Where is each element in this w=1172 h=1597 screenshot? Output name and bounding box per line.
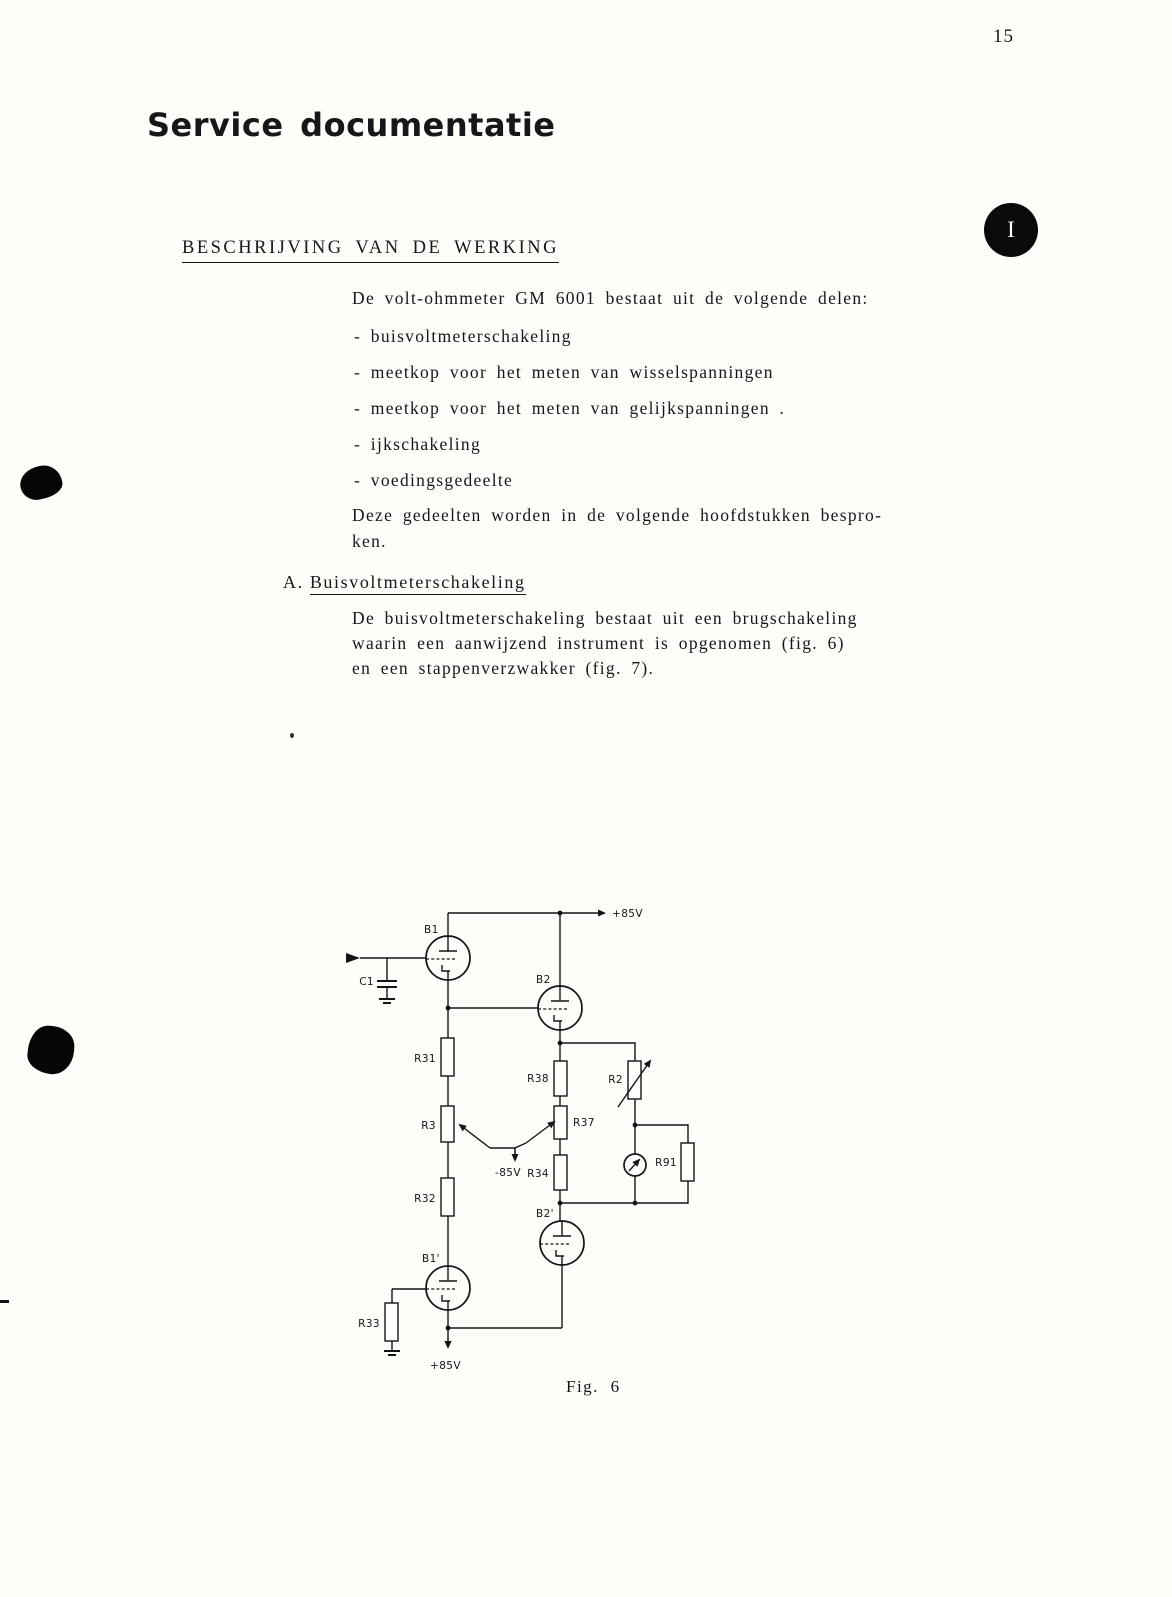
section-a-title: Buisvoltmeterschakeling — [310, 572, 526, 595]
potentiometer-r3 — [421, 1106, 490, 1148]
potentiometer-r2 — [608, 1061, 650, 1107]
ink-blob — [17, 463, 64, 503]
capacitor-c1 — [359, 958, 397, 1003]
r2-label: R2 — [608, 1074, 623, 1086]
section-a-prefix: A. — [283, 572, 304, 592]
resistor-r33 — [358, 1289, 400, 1355]
tube-b2-prime — [536, 1208, 584, 1328]
ink-blob — [26, 1024, 77, 1077]
resistor-r38 — [527, 1061, 567, 1096]
r91-label: R91 — [655, 1157, 677, 1169]
wire — [635, 1181, 688, 1203]
supply-rail-top — [448, 908, 643, 920]
circuit-diagram-fig6 — [330, 893, 750, 1398]
section-a-body-line: waarin een aanwijzend instrument is opgenomen (fig. 6) — [352, 633, 845, 653]
r38-label: R38 — [527, 1073, 549, 1085]
page-title: Service documentatie — [147, 106, 556, 144]
list-item: - meetkop voor het meten van gelijkspanningen . — [354, 398, 786, 418]
resistor-r91 — [655, 1143, 694, 1181]
wire-to-r91 — [635, 1125, 688, 1143]
input-terminal — [346, 953, 426, 963]
section-badge — [984, 203, 1038, 257]
supply-neg-tap — [490, 1143, 526, 1179]
supply-top-label: +85V — [612, 908, 643, 920]
section-badge-label: I — [1007, 217, 1015, 242]
resistor-r32 — [414, 1178, 454, 1216]
tube-b1 — [424, 913, 470, 1038]
closing-paragraph-line: Deze gedeelten worden in de volgende hoofdstukken bespro- — [352, 505, 883, 525]
r3-label: R3 — [421, 1120, 436, 1132]
section-a-body-line: en een stappenverzwakker (fig. 7). — [352, 658, 655, 678]
main-heading-wrap — [182, 238, 559, 263]
b2-label: B2 — [536, 974, 551, 986]
intro-paragraph: De volt-ohmmeter GM 6001 bestaat uit de volgende delen: — [352, 288, 869, 308]
potentiometer-r37 — [526, 1106, 595, 1143]
wire-to-r2 — [560, 1043, 635, 1061]
closing-paragraph-line: ken. — [352, 531, 387, 551]
edge-mark — [0, 1300, 9, 1303]
list-item: - meetkop voor het meten van wisselspanningen — [354, 362, 774, 382]
tube-b2 — [536, 913, 582, 1061]
supply-bottom-label: +85V — [430, 1360, 461, 1372]
resistor-r31 — [414, 1038, 454, 1076]
figure-caption: Fig. 6 — [566, 1377, 621, 1396]
section-a-heading — [283, 572, 526, 593]
page-number: 15 — [993, 26, 1014, 47]
b2-prime-label: B2' — [536, 1208, 554, 1220]
list-item: - buisvoltmeterschakeling — [354, 326, 572, 346]
stray-mark — [290, 733, 294, 738]
supply-neg-label: -85V — [495, 1167, 521, 1179]
r37-label: R37 — [573, 1117, 595, 1129]
r34-label: R34 — [527, 1168, 549, 1180]
tube-b1-prime — [392, 1253, 470, 1347]
section-a-body-line: De buisvoltmeterschakeling bestaat uit een brugschakeling — [352, 608, 858, 628]
r33-label: R33 — [358, 1318, 380, 1330]
resistor-r34 — [527, 1155, 567, 1190]
list-item: - ijkschakeling — [354, 434, 482, 454]
r31-label: R31 — [414, 1053, 436, 1065]
supply-rail-bottom — [430, 1326, 562, 1372]
main-heading: BESCHRIJVING VAN DE WERKING — [182, 238, 559, 263]
c1-label: C1 — [359, 976, 374, 988]
b1-label: B1 — [424, 924, 439, 936]
b1-prime-label: B1' — [422, 1253, 440, 1265]
list-item: - voedingsgedeelte — [354, 470, 514, 490]
r32-label: R32 — [414, 1193, 436, 1205]
meter-instrument — [624, 1154, 646, 1203]
